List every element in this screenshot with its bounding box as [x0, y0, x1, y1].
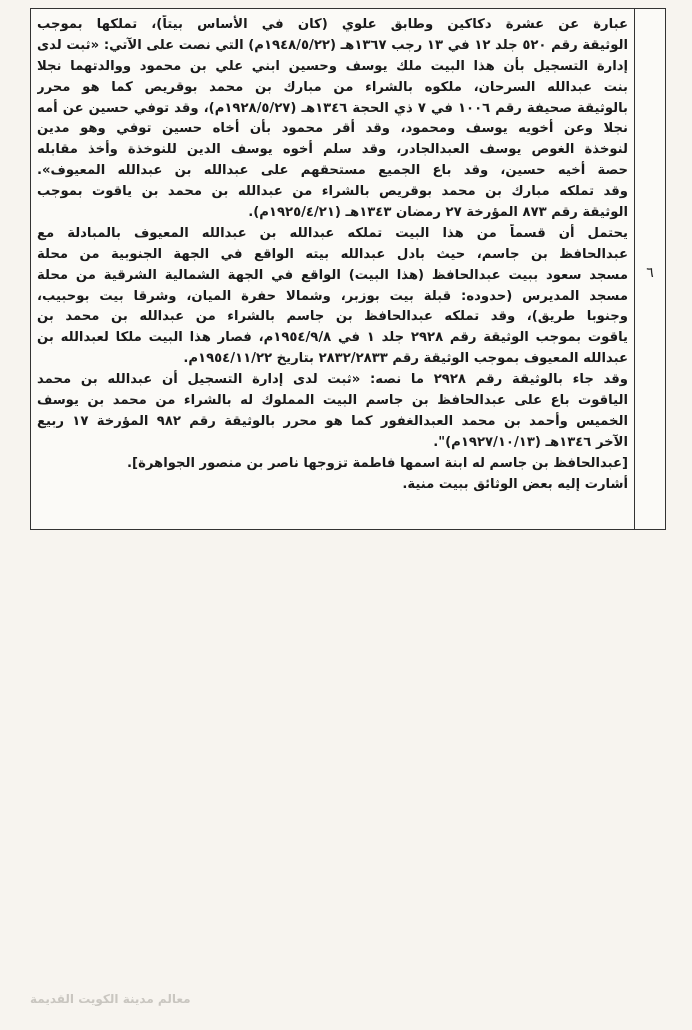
- text-line: إدارة التسجيل بأن هذا البيت ملك يوسف وحسين ابني علي بن محمود ووالدتهما نجلا: [37, 58, 628, 74]
- text-line: لنوخذة الغوص يوسف العبدالجادر، وقد سلم أخوه يوسف الدين للنوخذة وأخذ مقابله: [37, 142, 628, 158]
- row-number: ٦: [646, 265, 654, 281]
- text-line: مسجد سعود ببيت عبدالحافظ (هذا البيت) الواقع في الجهة الشمالية الشرقية من محلة: [37, 267, 628, 283]
- text-line: عبارة عن عشرة دكاكين وطابق علوي (كان في الأساس بيتاً)، تملكها بموجب: [37, 17, 628, 32]
- text-line: نجلا وعن أخويه يوسف ومحمود، وقد أقر محمود بأن أخاه حسين توفي وهو مدين: [37, 121, 628, 137]
- text-line: الوثيقة رقم ٨٧٣ المؤرخة ٢٧ رمضان ١٣٤٣هـ (١٩٢٥/٤/٢١م).: [248, 205, 628, 221]
- page-footer-title: معالم مدينة الكويت القديمة: [30, 992, 191, 1006]
- text-line: وقد جاء بالوثيقة رقم ٢٩٢٨ ما نصه: «ثبت لدى إدارة التسجيل أن عبدالله بن محمد: [37, 372, 628, 388]
- text-line: الياقوت باع على عبدالحافظ بن جاسم البيت المملوك له بالشراء من محمد بن يوسف: [37, 393, 628, 409]
- text-line: عبدالحافظ بن جاسم، حيث بادل عبدالله بيته الواقع في الجهة الجنوبية من محلة: [37, 246, 628, 262]
- text-line: مسجد المديرس (حدوده: قبلة بيت بوزبر، وشمالا حفرة الميان، وشرقا بيت بوحبيب،: [37, 288, 628, 304]
- text-line: وقد تملكه مبارك بن محمد بوقريص بالشراء من عبدالله بن محمد بن ياقوت بموجب: [37, 184, 628, 200]
- text-line: الخميس وأحمد بن محمد العبدالغفور كما هو محرر بالوثيقة رقم ٩٨٢ المؤرخة ١٧ ربيع: [37, 413, 628, 429]
- text-line: الآخر ١٣٤٦هـ (١٩٢٧/١٠/١٣م)".: [433, 434, 628, 450]
- text-line: بنت عبدالله السرحان، ملكوه بالشراء من مبارك بن محمد بوقريص كما هو محرر: [37, 79, 628, 95]
- text-line: عبدالله المعيوف بموجب الوثيقة رقم ٢٨٣٢/٢٨٣٣ بتاريخ ١٩٥٤/١١/٢٢م.: [183, 351, 628, 367]
- text-line: يحتمل أن قسماً من هذا البيت تملكه عبدالله بن عبدالله المعيوف بالمبادلة مع: [37, 225, 628, 241]
- document-table-row: [30, 8, 666, 530]
- row-text-cell: [31, 9, 634, 529]
- text-line: وجنوبا طريق)، وقد تملكه عبدالحافظ بن جاسم بالشراء من عبدالله بن محمد بن: [37, 309, 628, 325]
- row-number-cell: [634, 9, 665, 529]
- text-line: ياقوت بموجب الوثيقة رقم ٢٩٢٨ جلد ١ في ١٩٥٤/٩/٨م، فصار هذا البيت ملكا لعبدالله بن: [37, 330, 628, 346]
- text-line: الوثيقة رقم ٥٢٠ جلد ١٢ في ١٣ رجب ١٣٦٧هـ (١٩٤٨/٥/٢٢م) التي نصت على الآتي: «ثبت لدى: [37, 37, 628, 53]
- text-line: [عبدالحافظ بن جاسم له ابنة اسمها فاطمة تزوجها ناصر بن منصور الجواهرة].: [127, 455, 628, 471]
- text-line: بالوثيقة صحيفة رقم ١٠٠٦ في ٧ ذي الحجة ١٣٤٦هـ (١٩٢٨/٥/٢٧م)، وقد توفي حسين عن أمه: [37, 100, 628, 116]
- text-line: حصة أخيه حسين، وقد باع الجميع مستحقهم على عبدالله بن عبدالله المعيوف».: [37, 163, 628, 179]
- text-line: أشارت إليه بعض الوثائق ببيت منية.: [402, 476, 628, 492]
